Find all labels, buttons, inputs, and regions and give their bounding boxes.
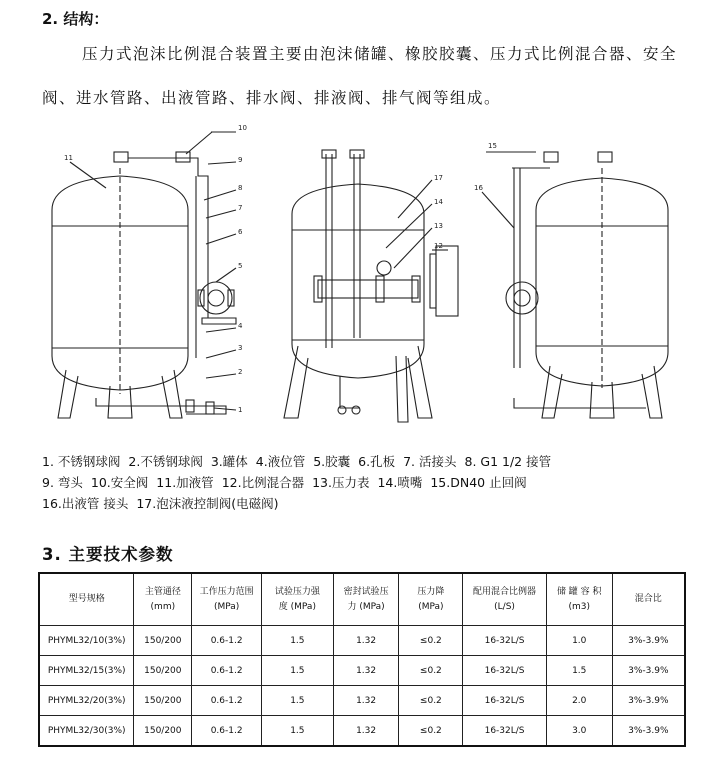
- legend-item: 5.胶囊: [313, 454, 351, 469]
- header-unit: 力 (MPa): [347, 601, 385, 612]
- callout-9: 9: [238, 156, 243, 164]
- table-row: [39, 716, 685, 747]
- table-cell: 0.6-1.2: [192, 656, 262, 686]
- header-text: 储 罐 容 积: [556, 586, 602, 597]
- structure-paragraph-line-1: 压力式泡沫比例混合装置主要由泡沫储罐、橡胶胶囊、压力式比例混合器、安全: [82, 45, 678, 63]
- header-unit: (mm): [150, 601, 176, 612]
- legend-item: 6.孔板: [358, 454, 396, 469]
- header-mix-ratio: [612, 573, 685, 626]
- header-seal-pressure: [333, 573, 399, 626]
- legend-item: 3.罐体: [210, 454, 248, 469]
- callout-10: 10: [238, 124, 247, 132]
- header-text: 型号规格: [68, 594, 105, 604]
- table-cell: 150/200: [134, 716, 192, 747]
- header-tank-volume: [546, 573, 612, 626]
- table-cell: 1.5: [262, 686, 334, 716]
- table-cell: 1.0: [546, 626, 612, 656]
- legend-line-1: [42, 452, 559, 470]
- header-text: 密封试验压: [343, 586, 389, 597]
- section-2-heading: 2. 结构：: [42, 10, 109, 28]
- header-text: 主管通径: [144, 586, 181, 597]
- header-test-pressure: [262, 573, 334, 626]
- header-unit: (m3): [568, 601, 590, 612]
- section-3-heading: 3. 主要技术参数: [42, 545, 174, 564]
- table-cell: PHYML32/30(3%): [39, 716, 134, 747]
- legend-item: 12.比例混合器: [221, 475, 305, 490]
- header-unit: (MPa): [213, 601, 240, 612]
- table-cell: ≤0.2: [399, 656, 463, 686]
- legend-item: 15.DN40 止回阀: [430, 475, 527, 490]
- legend-item: 2.不锈钢球阀: [128, 454, 203, 469]
- legend-item: 16.出液管 接头: [42, 496, 129, 511]
- table-cell: 150/200: [134, 626, 192, 656]
- header-text: 工作压力范围: [199, 586, 254, 597]
- header-model: [39, 573, 134, 626]
- table-cell: 0.6-1.2: [192, 626, 262, 656]
- table-cell: 1.32: [333, 686, 399, 716]
- table-cell: 3%-3.9%: [612, 686, 685, 716]
- callout-13: 13: [434, 222, 443, 230]
- callout-16: 16: [474, 184, 483, 192]
- table-cell: 150/200: [134, 686, 192, 716]
- legend-item: 11.加液管: [156, 475, 214, 490]
- table-cell: 150/200: [134, 656, 192, 686]
- callout-8: 8: [238, 184, 243, 192]
- header-unit: (L/S): [494, 601, 515, 612]
- header-text: 配用混合比例器: [473, 586, 537, 597]
- technical-parameters-table: [38, 572, 686, 747]
- callout-17: 17: [434, 174, 443, 182]
- table-row: [39, 656, 685, 686]
- header-unit: (MPa): [418, 601, 444, 612]
- callout-15: 15: [488, 142, 497, 150]
- left-tank-view: [52, 132, 236, 418]
- table-cell: 0.6-1.2: [192, 686, 262, 716]
- header-working-pressure: [192, 573, 262, 626]
- table-cell: 3%-3.9%: [612, 626, 685, 656]
- legend-item: 1. 不锈钢球阀: [42, 454, 121, 469]
- callout-14: 14: [434, 198, 443, 206]
- table-cell: 3%-3.9%: [612, 716, 685, 747]
- table-cell: 1.5: [546, 656, 612, 686]
- table-cell: 3.0: [546, 716, 612, 747]
- table-cell: ≤0.2: [399, 716, 463, 747]
- legend-line-2: [42, 473, 535, 491]
- table-cell: ≤0.2: [399, 686, 463, 716]
- header-text: 试验压力强: [274, 586, 320, 597]
- table-cell: 16-32L/S: [463, 626, 547, 656]
- header-unit: 度 (MPa): [278, 601, 316, 612]
- table-row: [39, 626, 685, 656]
- header-text: 压力降: [417, 586, 445, 597]
- header-diameter: [134, 573, 192, 626]
- middle-tank-view: [284, 150, 458, 422]
- callout-2: 2: [238, 368, 243, 376]
- table-cell: 1.32: [333, 656, 399, 686]
- legend-line-3: [42, 494, 287, 512]
- callout-11: 11: [64, 154, 73, 162]
- tank-technical-drawing: [36, 118, 686, 430]
- table-cell: 16-32L/S: [463, 686, 547, 716]
- table-cell: PHYML32/10(3%): [39, 626, 134, 656]
- right-tank-view: [482, 152, 668, 418]
- table-header-row: [39, 573, 685, 626]
- legend-item: 8. G1 1/2 接管: [464, 454, 552, 469]
- table-cell: PHYML32/15(3%): [39, 656, 134, 686]
- table-cell: 1.5: [262, 626, 334, 656]
- table-cell: ≤0.2: [399, 626, 463, 656]
- table-row: [39, 686, 685, 716]
- table-cell: 0.6-1.2: [192, 716, 262, 747]
- legend-item: 4.液位管: [255, 454, 306, 469]
- header-text: 混合比: [634, 594, 662, 604]
- table-cell: 3%-3.9%: [612, 656, 685, 686]
- callout-4: 4: [238, 322, 243, 330]
- header-pressure-drop: [399, 573, 463, 626]
- callout-7: 7: [238, 204, 243, 212]
- legend-item: 17.泡沫液控制阀(电磁阀): [136, 496, 279, 511]
- legend-item: 10.安全阀: [90, 475, 149, 490]
- callout-1: 1: [238, 406, 243, 414]
- table-cell: 1.32: [333, 716, 399, 747]
- table-cell: 16-32L/S: [463, 716, 547, 747]
- table-cell: 2.0: [546, 686, 612, 716]
- legend-item: 9. 弯头: [42, 475, 83, 490]
- legend-item: 7. 活接头: [403, 454, 457, 469]
- legend-item: 14.喷嘴: [377, 475, 423, 490]
- table-cell: PHYML32/20(3%): [39, 686, 134, 716]
- table-cell: 16-32L/S: [463, 656, 547, 686]
- header-mixer: [463, 573, 547, 626]
- callout-12: 12: [434, 242, 443, 250]
- structure-paragraph-line-2: 阀、进水管路、出液管路、排水阀、排液阀、排气阀等组成。: [42, 89, 502, 107]
- callout-6: 6: [238, 228, 243, 236]
- table-cell: 1.5: [262, 716, 334, 747]
- table-cell: 1.32: [333, 626, 399, 656]
- legend-item: 13.压力表: [312, 475, 370, 490]
- callout-5: 5: [238, 262, 243, 270]
- table-cell: 1.5: [262, 656, 334, 686]
- callout-3: 3: [238, 344, 243, 352]
